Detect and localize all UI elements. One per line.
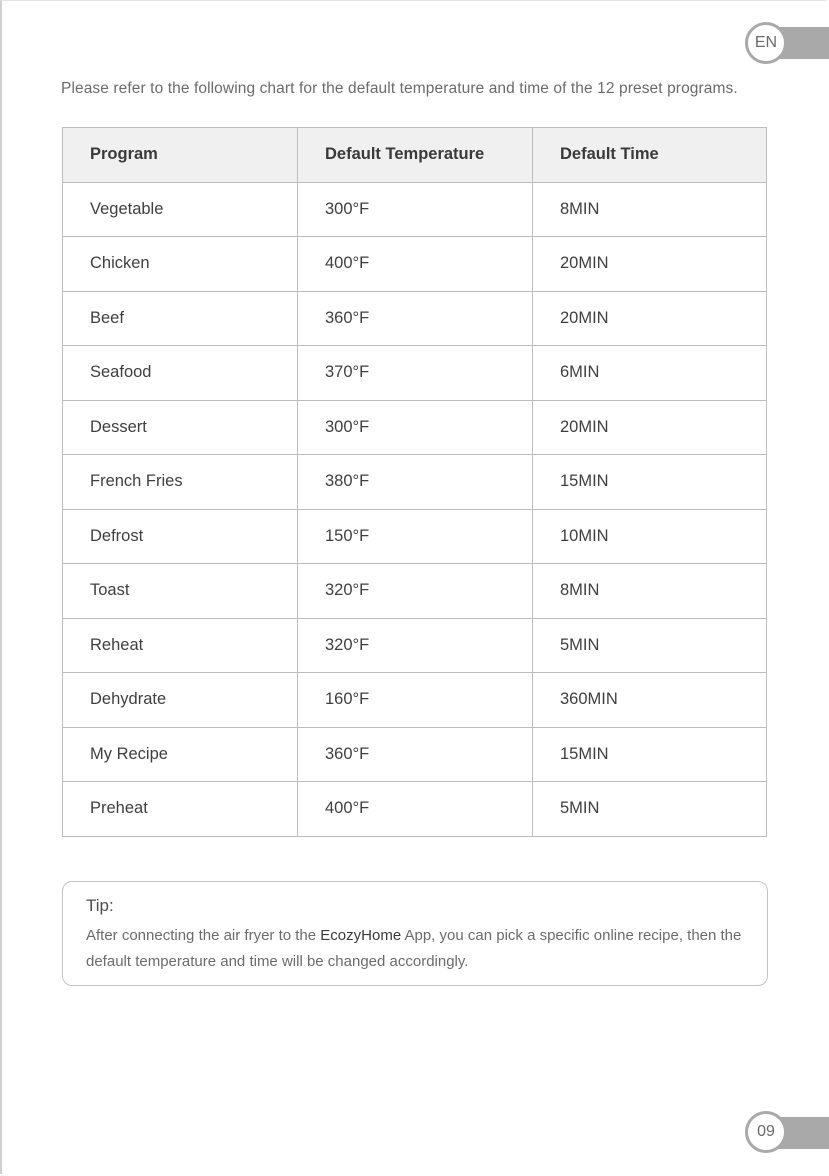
preset-programs-table: [62, 127, 767, 837]
cell-program: Toast: [63, 564, 298, 619]
header-default-time: Default Time: [533, 128, 767, 183]
tip-text-after: App, you can pick a specific online recipe, then the default temperature and time will be changed accordingly.: [86, 927, 742, 970]
cell-temperature: 380°F: [298, 455, 533, 510]
cell-time: 8MIN: [533, 182, 767, 237]
cell-temperature: 320°F: [298, 618, 533, 673]
header-program: Program: [63, 128, 298, 183]
table-row: [63, 182, 767, 237]
cell-time: 15MIN: [533, 727, 767, 782]
cell-program: Reheat: [63, 618, 298, 673]
tip-app-name: EcozyHome: [320, 927, 402, 944]
cell-time: 20MIN: [533, 400, 767, 455]
cell-temperature: 300°F: [298, 182, 533, 237]
cell-temperature: 360°F: [298, 727, 533, 782]
table-row: [63, 673, 767, 728]
table-row: [63, 455, 767, 510]
cell-program: Dehydrate: [63, 673, 298, 728]
table-row: [63, 618, 767, 673]
tip-text-before: After connecting the air fryer to the: [86, 927, 321, 944]
cell-time: 8MIN: [533, 564, 767, 619]
cell-program: Seafood: [63, 346, 298, 401]
cell-program: Chicken: [63, 237, 298, 292]
cell-temperature: 400°F: [298, 782, 533, 837]
header-default-temperature: Default Temperature: [298, 128, 533, 183]
cell-time: 20MIN: [533, 291, 767, 346]
page-number-badge: [745, 1111, 787, 1153]
cell-program: My Recipe: [63, 727, 298, 782]
table-row: [63, 400, 767, 455]
cell-program: Dessert: [63, 400, 298, 455]
cell-temperature: 300°F: [298, 400, 533, 455]
cell-time: 15MIN: [533, 455, 767, 510]
cell-temperature: 370°F: [298, 346, 533, 401]
cell-program: Defrost: [63, 509, 298, 564]
table-row: [63, 509, 767, 564]
cell-time: 5MIN: [533, 782, 767, 837]
table-row: [63, 782, 767, 837]
language-badge-label: EN: [754, 34, 778, 51]
tip-title: Tip:: [86, 896, 114, 915]
cell-temperature: 160°F: [298, 673, 533, 728]
table-header-row: [63, 128, 767, 183]
cell-time: 20MIN: [533, 237, 767, 292]
cell-temperature: 320°F: [298, 564, 533, 619]
cell-time: 6MIN: [533, 346, 767, 401]
intro-text: Please refer to the following chart for the default temperature and time of the 12 preset programs.: [61, 80, 738, 97]
table-row: [63, 291, 767, 346]
cell-temperature: 400°F: [298, 237, 533, 292]
language-badge: [745, 22, 787, 64]
cell-temperature: 150°F: [298, 509, 533, 564]
cell-program: Preheat: [63, 782, 298, 837]
cell-program: French Fries: [63, 455, 298, 510]
table-row: [63, 727, 767, 782]
cell-time: 360MIN: [533, 673, 767, 728]
cell-time: 5MIN: [533, 618, 767, 673]
page-number: 09: [757, 1123, 775, 1140]
table-row: [63, 346, 767, 401]
table-row: [63, 237, 767, 292]
cell-temperature: 360°F: [298, 291, 533, 346]
tip-text: [86, 923, 766, 975]
cell-program: Beef: [63, 291, 298, 346]
cell-time: 10MIN: [533, 509, 767, 564]
tip-box: [62, 881, 768, 986]
cell-program: Vegetable: [63, 182, 298, 237]
table-row: [63, 564, 767, 619]
